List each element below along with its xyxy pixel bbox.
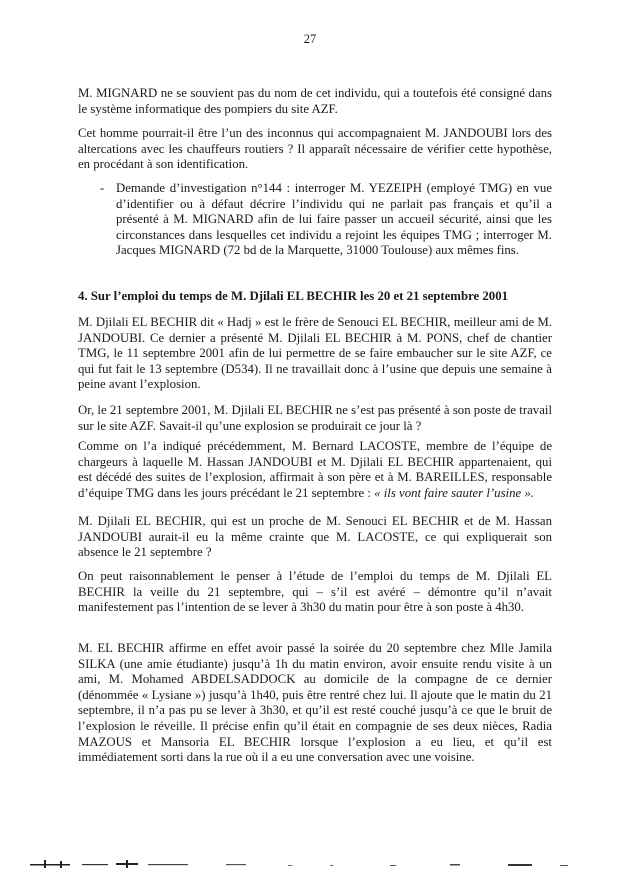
page-number: 27 [303,32,317,46]
paragraph-text: M. EL BECHIR affirme en effet avoir passé la soirée du 20 septembre chez Mlle Jamila SILKA (une amie étudiante) jusqu’à 1h du matin environ, avoir ensuite rendu visite à un ami, M. Mohamed ABDELSADDOCK au domicile de la compagne de ce dernier (dénommée « Lysiane ») jusqu’à 1h40, puis être rentré chez lui. Il ajoute que le matin du 21 septembre, il n’a pas pu se lever à 3h30, et qu’il est resté couché jusqu’à ce que le bruit de l’explosion le réveille. Il précise enfin qu’il était en compagnie de ses deux nièces, Radia MAZOUS et Mansoria EL BECHIR lorsque l’explosion a eu lieu, et qu’il est immédiatement sorti dans la rue où il a eu une conversation avec une voisine. [78,641,552,765]
paragraph-main-text: Comme on l’a indiqué précédemment, M. Bernard LACOSTE, membre de l’équipe de chargeurs à laquelle M. Hassan JANDOUBI et M. Djilali EL BECHIR appartenaient, qui est décédé des suites de l’explosion, affirmait à son père et à M. BAREILLES, responsable d’équipe TMG dans les jours précédant le 21 septembre : [78,439,552,500]
paragraph-text: M. Djilali EL BECHIR dit « Hadj » est le frère de Senouci EL BECHIR, meilleur ami de M. JANDOUBI. Ce dernier a présenté M. Djilali EL BECHIR à M. PONS, chef de chantier TMG, le 11 septembre 2001 afin de lui permettre de se faire embaucher sur le site AZF, ce qui fut fait le 13 septembre (D534). Il ne travaillait donc à l’usine que depuis une semaine à peine avant l’explosion. [78,315,552,392]
paragraph-text [78,439,552,501]
bullet-dash: - [100,181,105,195]
scan-artifact-strip [30,860,590,868]
paragraph-same-fear [78,514,552,561]
paragraph-text: Or, le 21 septembre 2001, M. Djilali EL BECHIR ne s’est pas présenté à son poste de travail sur le site AZF. Savait-il qu’une explosion se produirait ce jour là ? [78,403,552,433]
paragraph-schedule-study [78,569,552,616]
paragraph-mignard-memory [78,86,552,117]
paragraph-text: M. MIGNARD ne se souvient pas du nom de cet individu, qui a toutefois été consigné dans le système informatique des pompiers du site AZF. [78,86,552,116]
paragraph-alibi [78,641,552,766]
paragraph-unknown-man [78,126,552,173]
paragraph-text: On peut raisonnablement le penser à l’étude de l’emploi du temps de M. Djilali EL BECHIR la veille du 21 septembre, qui – s’il est avéré – démontre qu’il n’avait manifestement pas l’intention de se lever à 3h30 du matin pour être à son poste à 4h30. [78,569,552,615]
paragraph-absence [78,403,552,434]
bullet-text: Demande d’investigation n°144 : interroger M. YEZEIPH (employé TMG) en vue d’identifier ou à défaut décrire l’individu qui ne parlait pas français et qu’il a présenté à M. MIGNARD afin de lui faire passer un accueil sécurité, ainsi que les circonstances dans lesquelles cet individu a rejoint les équipes TMG ; interroger M. Jacques MIGNARD (72 bd de la Marquette, 31000 Toulouse) aux mêmes fins. [116,181,552,258]
section-heading: 4. Sur l’emploi du temps de M. Djilali EL BECHIR les 20 et 21 septembre 2001 [78,289,509,303]
paragraph-text: Cet homme pourrait-il être l’un des inconnus qui accompagnaient M. JANDOUBI lors des altercations avec les chauffeurs routiers ? Il apparaît nécessaire de vérifier cette hypothèse, en procédant à son identification. [78,126,552,172]
investigation-request-item [100,181,552,259]
lacoste-quote: « ils vont faire sauter l’usine ». [374,485,534,500]
paragraph-el-bechir-intro [78,315,552,393]
paragraph-lacoste [78,439,552,501]
paragraph-text: M. Djilali EL BECHIR, qui est un proche de M. Senouci EL BECHIR et de M. Hassan JANDOUBI aurait-il eu la même crainte que M. LACOSTE, ce qui expliquerait son absence le 21 septembre ? [78,514,552,560]
